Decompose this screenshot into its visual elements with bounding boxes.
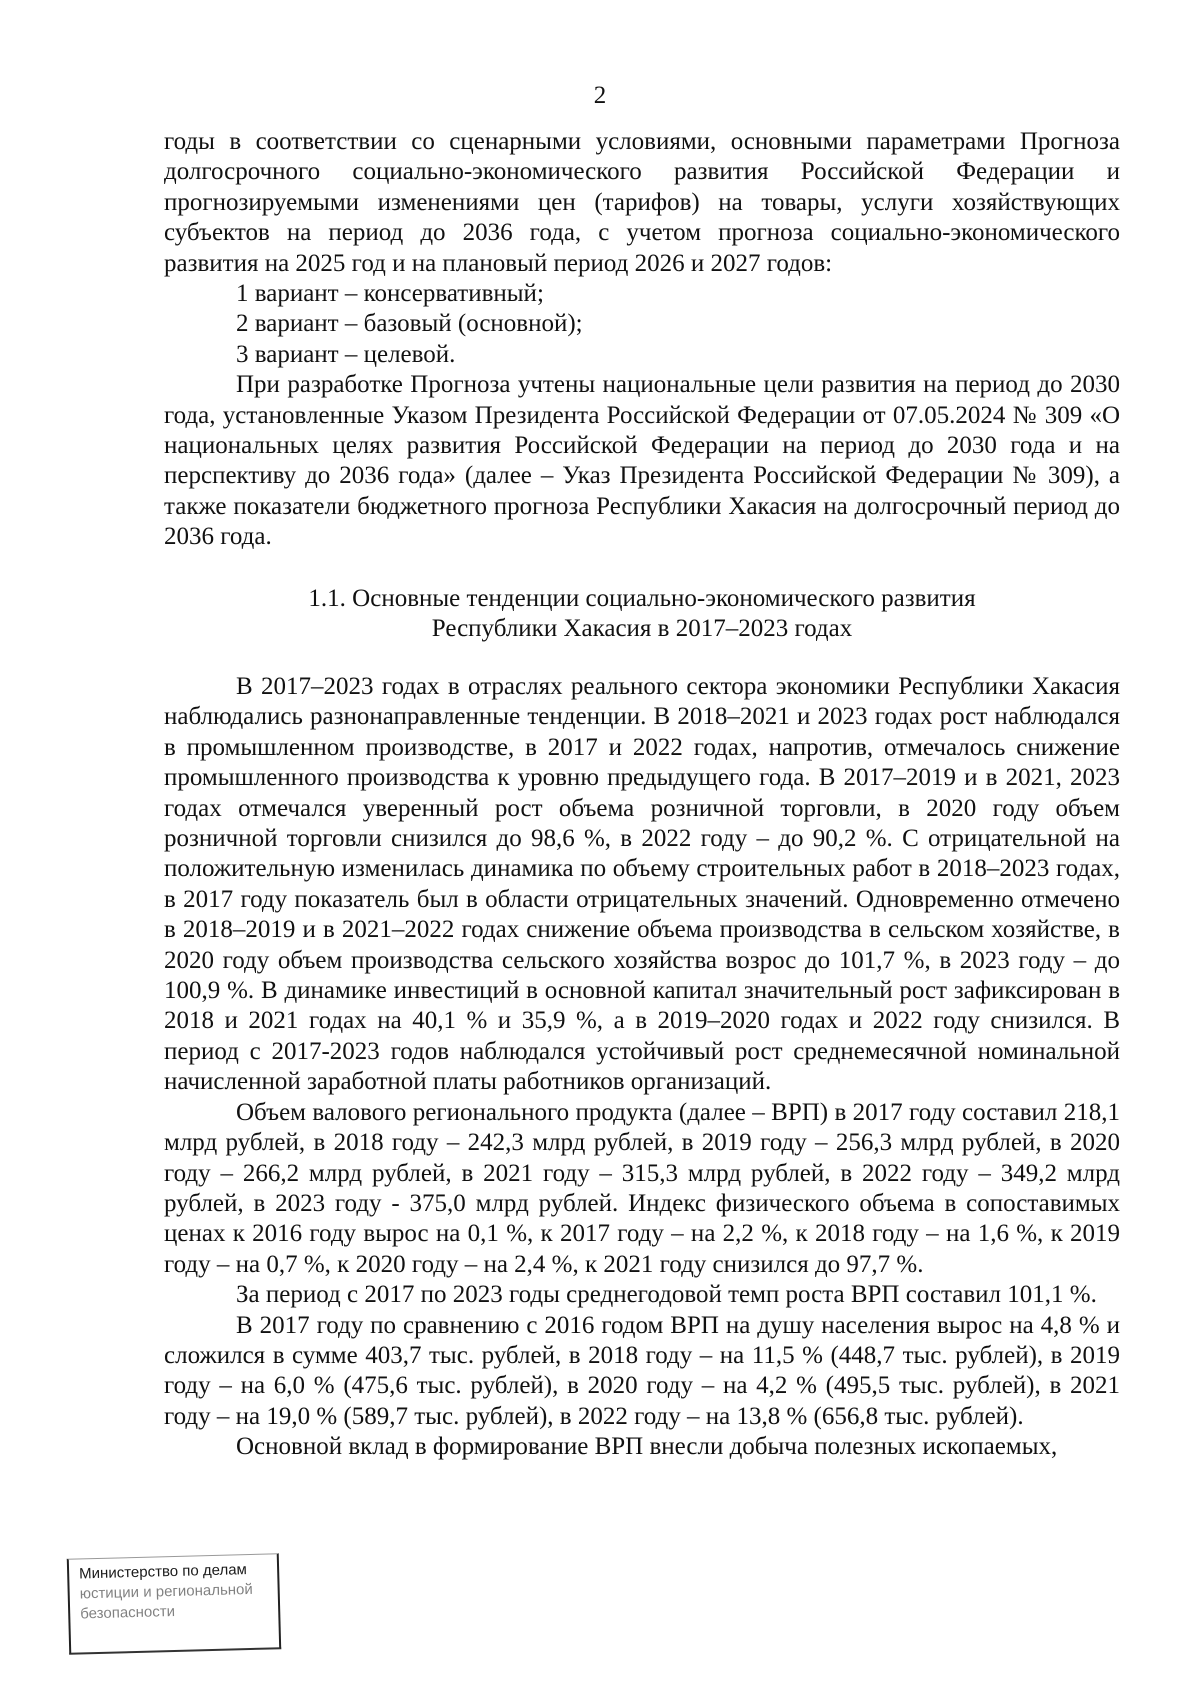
variant-item: 3 вариант – целевой.	[236, 340, 456, 368]
paragraph-grp-contribution: Основной вклад в формирование ВРП внесли добыча полезных ископаемых,	[236, 1433, 1058, 1461]
intro-section	[164, 127, 1120, 553]
variant-item: 2 вариант – базовый (основной);	[236, 310, 583, 338]
stamp-line: юстиции и региональной	[79, 1580, 254, 1603]
section-heading-line: Республики Хакасия в 2017–2023 годах	[431, 615, 853, 643]
stamp-line: Министерство по делам	[78, 1561, 248, 1583]
stamp-line: безопасности	[80, 1602, 176, 1623]
paragraph-trends: В 2017–2023 годах в отраслях реального сектора экономики Республики Хакасия наблюдались разнонаправленные тенденции. В 2018–2021 и 2023 годах рост наблюдался в промышленном производстве, в 2017 и 2022 годах, напротив, отмечалось снижение промышленного производства к уровню предыдущего года. В 2017–2019 и в 2021, 2023 годах отмечался уверенный рост объема розничной торговли, в 2020 году объем розничной торговли снизился до 98,6 %, в 2022 году – до 90,2 %. С отрицательной на положительную изменилась динамика по объему строительных работ в 2018–2023 годах, в 2017 году показатель был в области отрицательных значений. Одновременно отмечено в 2018–2019 и в 2021–2022 годах снижение объема производства в сельском хозяйстве, в 2020 году объем производства сельского хозяйства возрос до 101,7 %, в 2023 году – до 100,9 %. В динамике инвестиций в основной капитал значительный рост зафиксирован в 2018 и 2021 годах на 40,1 % и 35,9 %, а в 2019–2020 годах и 2022 году снизился. В период с 2017-2023 годов наблюдался устойчивый рост среднемесячной номинальной начисленной заработной платы работников организаций.	[164, 673, 1120, 1096]
intro-paragraph: годы в соответствии со сценарными условиями, основными параметрами Прогноза долгосрочного социально-экономического развития Российской Федерации и прогнозируемыми изменениями цен (тарифов) на товары, услуги хозяйствующих субъектов на период до 2036 года, с учетом прогноза социально-экономического развития на 2025 год и на плановый период 2026 и 2027 годов:	[164, 128, 1120, 277]
variant-item: 1 вариант – консервативный;	[236, 280, 544, 308]
page-number: 2	[593, 82, 607, 109]
paragraph-grp-volume: Объем валового регионального продукта (далее – ВРП) в 2017 году составил 218,1 млрд рублей, в 2018 году – 242,3 млрд рублей, в 2019 году – 256,3 млрд рублей, в 2020 году – 266,2 млрд рублей, в 2021 году – 315,3 млрд рублей, в 2022 году – 349,2 млрд рублей, в 2023 году - 375,0 млрд рублей. Индекс физического объема в сопоставимых ценах к 2016 году вырос на 0,1 %, к 2017 году – на 2,2 %, к 2018 году – на 1,6 %, к 2019 году – на 0,7 %, к 2020 году – на 2,4 %, к 2021 году снизился до 97,7 %.	[164, 1098, 1120, 1278]
ministry-stamp	[67, 1553, 281, 1655]
goals-paragraph: При разработке Прогноза учтены национальные цели развития на период до 2030 года, установленные Указом Президента Российской Федерации от 07.05.2024 № 309 «О национальных целях развития Российской Федерации на период до 2030 года и на перспективу до 2036 года» (далее – Указ Президента Российской Федерации № 309), а также показатели бюджетного прогноза Республики Хакасия на долгосрочный период до 2036 года.	[164, 371, 1120, 551]
section-heading	[164, 584, 1120, 645]
section-heading-line: 1.1. Основные тенденции социально-экономического развития	[308, 585, 976, 612]
section-body	[164, 672, 1120, 1463]
paragraph-grp-per-capita: В 2017 году по сравнению с 2016 годом ВРП на душу населения вырос на 4,8 % и сложился в сумме 403,7 тыс. рублей, в 2018 году – на 11,5 % (448,7 тыс. рублей), в 2019 году – на 6,0 % (475,6 тыс. рублей), в 2020 году – на 4,2 % (495,5 тыс. рублей), в 2021 году – на 19,0 % (589,7 тыс. рублей), в 2022 году – на 13,8 % (656,8 тыс. рублей).	[164, 1311, 1120, 1430]
paragraph-grp-growth-rate: За период с 2017 по 2023 годы среднегодовой темп роста ВРП составил 101,1 %.	[236, 1281, 1097, 1309]
